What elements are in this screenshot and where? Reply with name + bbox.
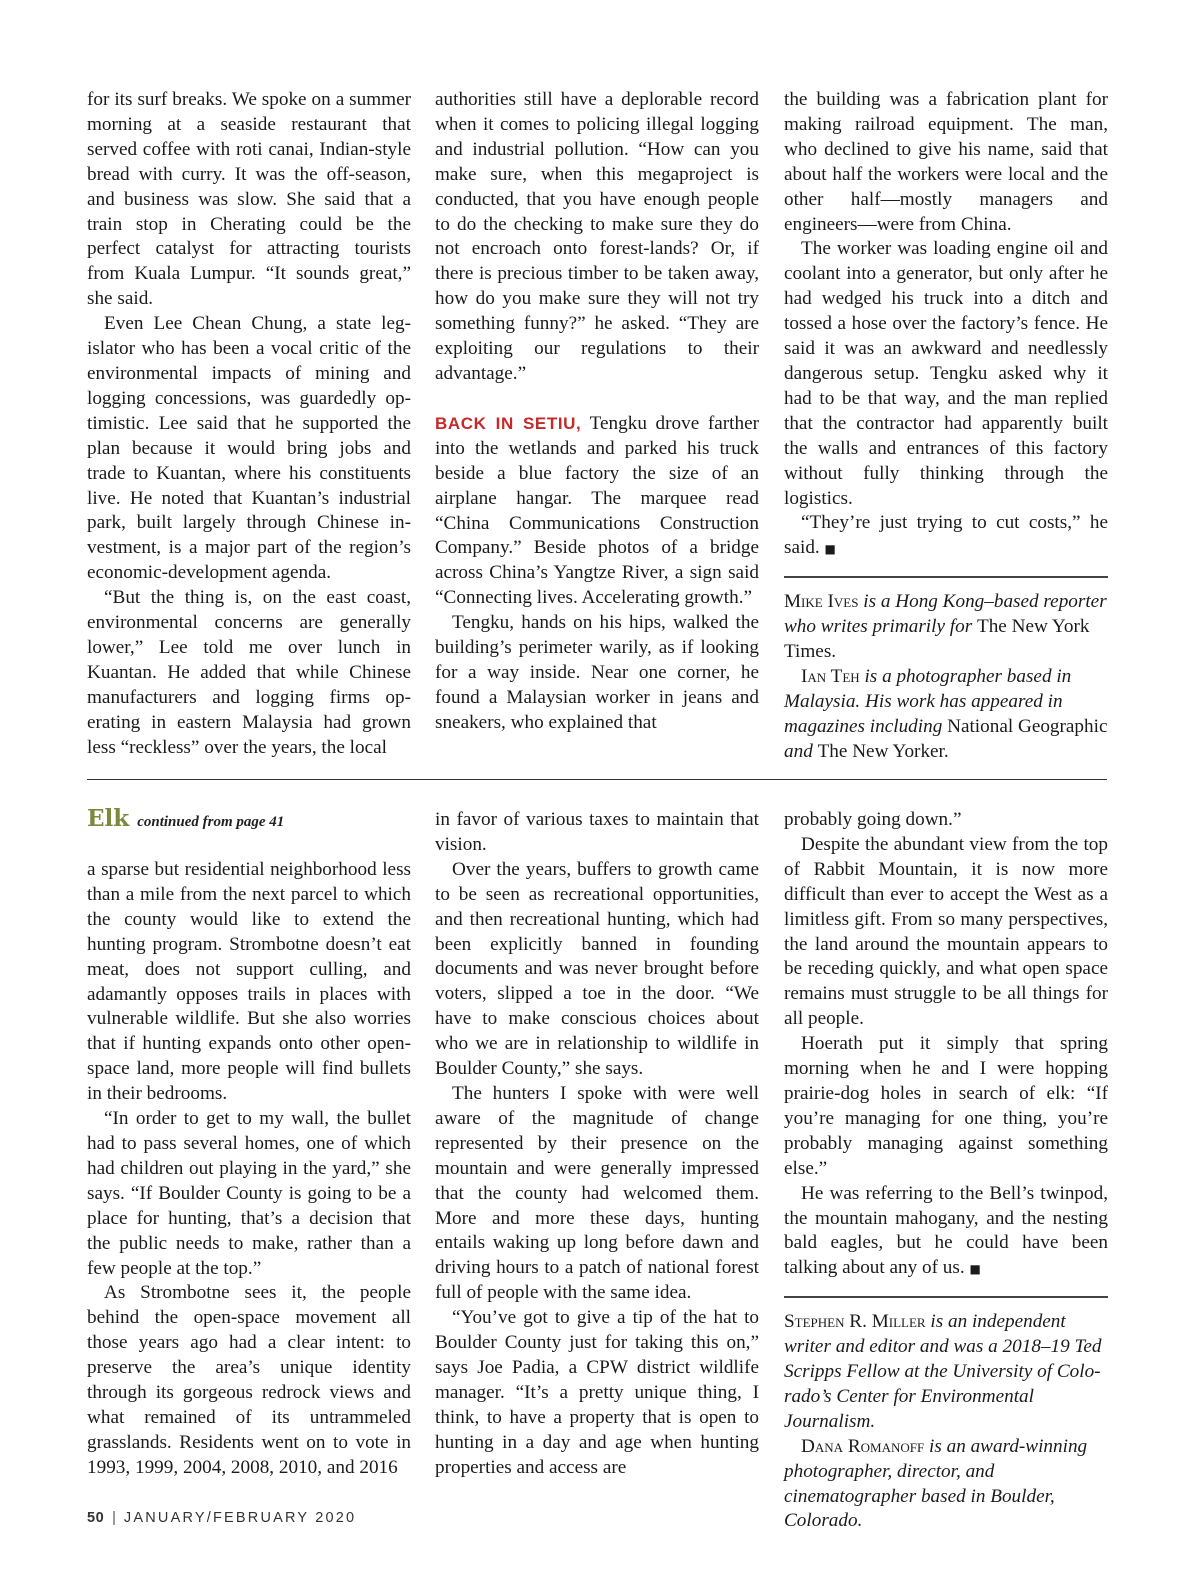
paragraph: Even Lee Chean Chung, a state legislator who has been a vocal critic of the environmental impacts of mining and logging concessions, was guardedly optimistic. Lee said that he supported the plan because it would bring jobs and trade to Kuantan, where his constituents live. He noted that Kuantan’s industrial park, built largely through Chinese investment, is a major part of the region’s economic-development agenda. xyxy=(87,313,411,584)
paragraph: The worker was loading engine oil and coolant into a generator, but only after he had wedged his truck into a ditch and tossed a hose over the factory’s fence. He said it was an awkward and needlessly dangerous setup. Tengku asked why it had to be that way, and the man replied that the contractor had apparently built the walls and entrances of this factory without fully thinking through the logistics. xyxy=(784,238,1108,509)
top-article-column-3 xyxy=(784,88,1108,765)
footer-separator: | xyxy=(112,1510,116,1526)
bio-photographer xyxy=(784,1435,1108,1535)
paragraph: “But the thing is, on the east coast, environmental concerns are generally lower,” Lee told me over lunch in Kuantan. He added that while Chinese manufacturers and logging firms operating in eastern Malaysia had grown less “reckless” over the years, the local xyxy=(87,587,411,758)
contributor-bios xyxy=(784,1310,1108,1534)
paragraph-last xyxy=(784,1182,1108,1283)
paragraph-text: He was referring to the Bell’s twinpod, the mountain mahogany, and the nesting bald eagles, but he could have been talking about any of us. xyxy=(784,1182,1108,1279)
bio-text: and xyxy=(784,740,818,762)
end-mark-icon: ■ xyxy=(969,1262,981,1277)
top-article-column-1 xyxy=(87,88,411,760)
elk-article-column-1 xyxy=(87,858,411,1481)
paragraph: “In order to get to my wall, the bullet had to pass several homes, one of which had children out playing in the yard,” she says. “If Boulder County is going to be a place for hunting, that’s a decision that the public needs to make, rather than a few people at the top.” xyxy=(87,1108,411,1279)
photographer-name: Dana Romanoff xyxy=(801,1435,925,1457)
paragraph: in favor of various taxes to maintain that vision. xyxy=(435,809,759,855)
paragraph: a sparse but residential neighborhood less than a mile from the next parcel to which the county would like to extend the hunting program. Strombotne doesn’t eat meat, does not support culling, and adamantly opposes trails in places with vulnerable wildlife. But she also worries that if hunting expands onto other open-space land, more people will find bullets in their bedrooms. xyxy=(87,859,411,1105)
paragraph-text: Tengku drove farther into the wetlands and parked his truck beside a blue factory the size of an airplane hangar. The marquee read “China Communications Construction Company.” Beside photos of a bridge across China’s Yangtze River, a sign said “Connecting lives. Accelerating growth.” xyxy=(435,412,759,609)
bio-text: is a photographer based in Malaysia. His work has appeared in magazines including xyxy=(784,665,1072,737)
paragraph: The hunters I spoke with were well aware of the magnitude of change represented by their presence on the mountain and were generally impressed that the county had welcomed them. More and more these days, hunting entails waking up long before dawn and driving hours to a patch of national forest full of people with the same idea. xyxy=(435,1082,759,1304)
paragraph: the building was a fabrication plant for making railroad equipment. The man, who declined to give his name, said that about half the workers were local and the other half—mostly managers and engineers—were from China. xyxy=(784,89,1108,235)
paragraph: “You’ve got to give a tip of the hat to Boulder County just for taking this on,” says Joe Padia, a CPW district wildlife manager. “It’s a pretty unique thing, I think, to have a property that is open to hunting in a day and age when hunting properties and access are xyxy=(435,1307,759,1478)
continuation-note: continued from page 41 xyxy=(137,814,285,830)
publication-name: The New Yorker. xyxy=(817,740,949,762)
issue-date: JANUARY/FEBRUARY 2020 xyxy=(123,1510,357,1526)
paragraph: Despite the abundant view from the top of Rabbit Mountain, it is now more difficult than ever to accept the West as a limitless gift. From so many perspectives, the land around the mountain appears to be receding quickly, and what open space remains must struggle to be all things for all people. xyxy=(784,833,1108,1030)
bio-rule xyxy=(784,1296,1108,1298)
continuation-kicker: Elk xyxy=(87,805,130,832)
author-name: Mike Ives xyxy=(784,591,859,613)
paragraph: probably going down.” xyxy=(784,809,962,830)
paragraph: for its surf breaks. We spoke on a summer morning at a seaside restaurant that served coffee with roti canai, Indian-style bread with curry. It was the off-season, and business was slow. She said that a train stop in Cherating could be the perfect catalyst for attracting tourists from Kuala Lumpur. “It sounds great,” she said. xyxy=(87,89,411,310)
continuation-head xyxy=(87,805,284,835)
paragraph: authorities still have a deplorable record when it comes to policing illegal logging and industrial pollution. “How can you make sure, when this megaproject is conducted, that you have enough people to do the checking to make sure they do not encroach onto forest-lands? Or, if there is precious timber to be taken away, how do you make sure they will not try something funny?” he asked. “They are exploiting our regulations to their advantage.” xyxy=(435,89,759,384)
elk-article-column-3 xyxy=(784,808,1108,1534)
publication-name: The New York Times. xyxy=(784,616,1090,663)
bio-rule xyxy=(784,576,1108,578)
bio-author xyxy=(784,590,1108,665)
paragraph: Tengku, hands on his hips, walked the building’s perimeter warily, as if looking for a way inside. Near one corner, he found a Malaysian worker in jeans and sneakers, who explained that xyxy=(435,612,759,733)
bio-text: is an independent writer and editor and was a 2018–19 Ted Scripps Fellow at the University of Colorado’s Center for Environmental Journalism. xyxy=(784,1311,1102,1432)
elk-article-column-2 xyxy=(435,808,759,1480)
paragraph: As Strombotne sees it, the people behind the open-space movement all those years ago had a clear intent: to preserve the area’s unique identity through its gorgeous redrock views and what remained of its untrammeled grasslands. Residents went on to vote in 1993, 1999, 2004, 2008, 2010, and 2016 xyxy=(87,1282,411,1478)
bio-author xyxy=(784,1310,1108,1435)
photographer-name: Ian Teh xyxy=(801,665,860,687)
section-paragraph xyxy=(435,412,759,611)
page-footer xyxy=(87,1510,356,1526)
bio-text: is an award-winning photographer, director, and cinematographer based in Boulder, Colorado. xyxy=(784,1435,1088,1532)
end-mark-icon: ■ xyxy=(824,542,836,557)
section-divider xyxy=(87,779,1107,780)
top-article-column-2 xyxy=(435,88,759,736)
page-number: 50 xyxy=(87,1510,105,1526)
section-head: BACK IN SETIU, xyxy=(435,413,582,433)
contributor-bios xyxy=(784,590,1108,764)
bio-text: is a Hong Kong–based reporter who writes primarily for xyxy=(784,591,1107,638)
paragraph: Over the years, buffers to growth came to be seen as recreational opportunities, and then recreational hunting, which had been explicitly banned in founding documents and was never brought before voters, slipped a toe in the door. “We have to make conscious choices about who we are in relationship to wildlife in Boulder County,” she says. xyxy=(435,858,759,1080)
paragraph-last xyxy=(784,511,1108,562)
publication-name: National Geographic xyxy=(947,715,1108,737)
author-name: Stephen R. Miller xyxy=(784,1311,926,1333)
paragraph: Hoerath put it simply that spring morning when he and I were hopping prairie-dog holes in search of elk: “If you’re managing for one thing, you’re probably managing against something else.” xyxy=(784,1033,1108,1179)
paragraph-text: “They’re just trying to cut costs,” he said. xyxy=(784,512,1108,559)
bio-photographer xyxy=(784,665,1108,765)
